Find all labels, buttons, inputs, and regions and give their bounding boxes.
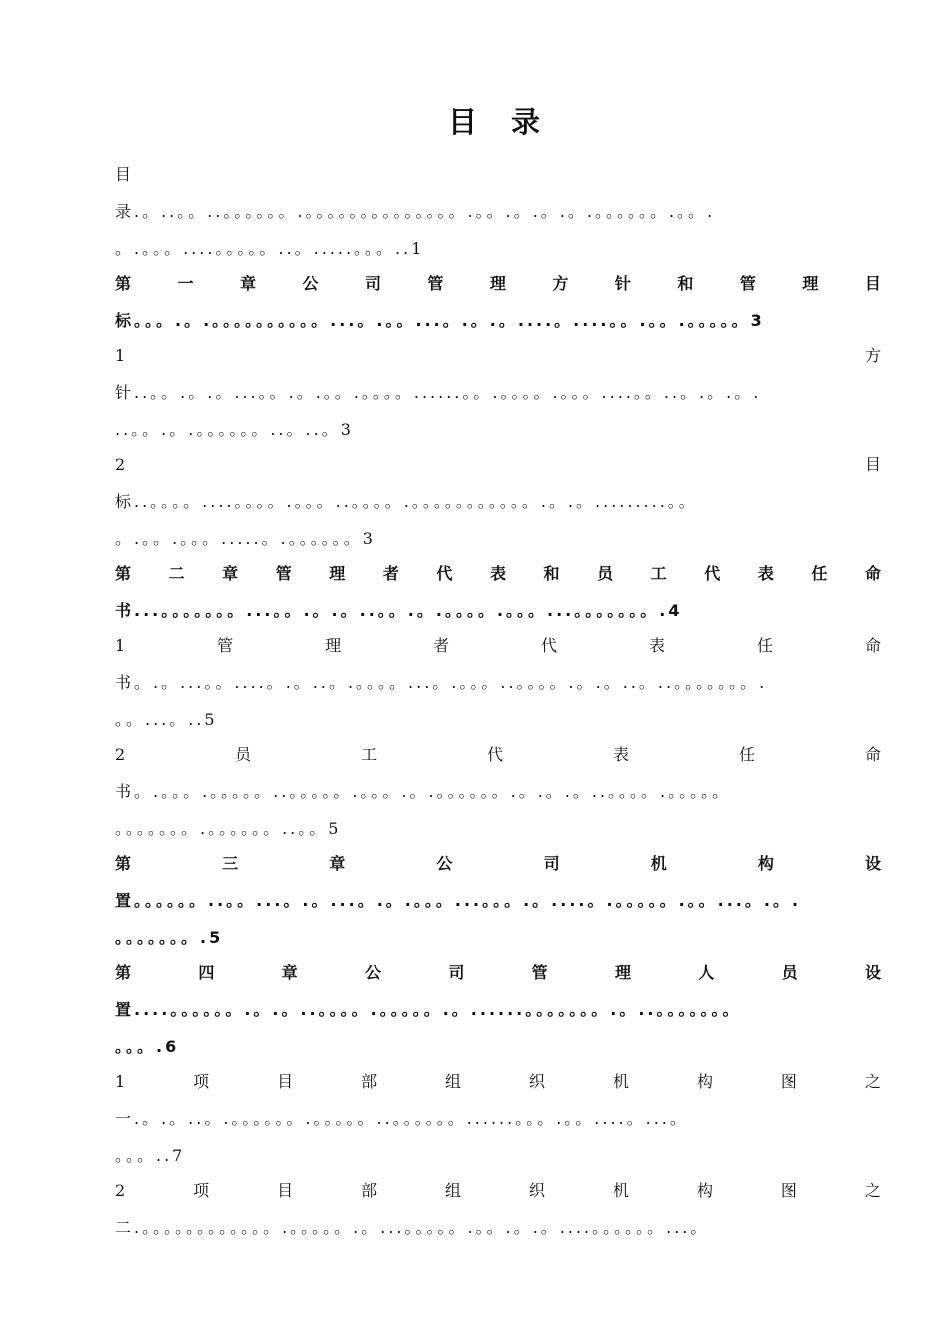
toc-line-word: 任: [739, 745, 756, 764]
toc-line-text: 书...。。。。。。。...。。.。.。..。。.。.。。。。.。。。...。。。。。。。.4: [115, 601, 683, 620]
toc-line: [115, 380, 881, 406]
toc-line-word: 一: [177, 274, 194, 293]
toc-line: [115, 598, 881, 624]
toc-line-text: 置。。。。。。..。。...。.。...。.。.。。。...。。。.。....。.。。。。。.。。...。.。.: [115, 891, 802, 910]
toc-line-word: 代: [541, 636, 558, 655]
toc-line-word: 公: [302, 274, 319, 293]
toc-line-word: 理: [802, 274, 819, 293]
toc-line-text: 二.。。。。。。。。。。。。.。。。。。.。...。。。。。.。。.。.。....。。。。。。...。: [115, 1218, 710, 1237]
toc-line-word: 表: [613, 745, 630, 764]
toc-line-word: 代: [704, 564, 721, 583]
toc-line: [115, 997, 881, 1023]
toc-line-text: 。。。.6: [115, 1037, 180, 1056]
toc-line-text: 。。。..7: [115, 1146, 186, 1165]
toc-line-word: 目: [864, 455, 881, 474]
toc-line: [115, 199, 881, 225]
toc-line-word: 1: [115, 636, 126, 655]
toc-line-word: 图: [780, 1072, 797, 1091]
toc-line: [115, 925, 881, 951]
toc-line-text: 针..。。.。.。...。。.。.。。.。。。。......。。.。。。。.。。。....。。..。.。.。.: [115, 383, 762, 402]
toc-line-word: 部: [361, 1072, 378, 1091]
toc-line: [115, 1069, 881, 1095]
toc-line-word: 员: [597, 564, 614, 583]
toc-line-word: 章: [281, 963, 298, 982]
toc-line-text: 置....。。。。。。.。.。..。。。。.。。。。。.。......。。。。。。。.。..。。。。。。。: [115, 1000, 742, 1019]
toc-line-word: 代: [487, 745, 504, 764]
toc-line-word: 方: [552, 274, 569, 293]
toc-line-text: 录.。..。。..。。。。。。.。。。。。。。。。。。。。。.。。.。.。.。.。。。。。。.。。.: [115, 202, 716, 221]
toc-line-word: 命: [864, 745, 881, 764]
toc-line-word: 管: [427, 274, 444, 293]
toc-line: [115, 236, 881, 262]
toc-line: [115, 1178, 881, 1204]
toc-line-word: 员: [781, 963, 798, 982]
toc-line-word: 人: [698, 963, 715, 982]
toc-line-word: 命: [864, 564, 881, 583]
toc-line-word: 命: [864, 636, 881, 655]
toc-line-word: 员: [235, 745, 252, 764]
toc-line: [115, 742, 881, 768]
toc-line-text: 标..。。。。....。。。。.。。。..。。。。.。。。。。。。。。。。.。.。.........。。: [115, 492, 698, 511]
toc-line-word: 司: [543, 854, 560, 873]
toc-line-word: 理: [489, 274, 506, 293]
toc-line-word: 表: [649, 636, 666, 655]
toc-line-word: 和: [543, 564, 560, 583]
toc-line-word: 三: [222, 854, 239, 873]
toc-line-word: 组: [445, 1072, 462, 1091]
toc-line: [115, 452, 881, 478]
toc-line: [115, 417, 881, 443]
toc-line-word: 之: [864, 1181, 881, 1200]
toc-line-word: 构: [757, 854, 774, 873]
toc-line-word: 第: [115, 963, 132, 982]
toc-line: [115, 561, 881, 587]
toc-line-word: 项: [193, 1072, 210, 1091]
toc-line-word: 四: [198, 963, 215, 982]
toc-line-word: 理: [614, 963, 631, 982]
toc-line-word: 表: [757, 564, 774, 583]
toc-line-text: 书。.。。。.。。。。。..。。。。。.。。。.。.。。。。。。.。.。.。..。。。。.。。。。。: [115, 782, 732, 801]
toc-line-word: 之: [864, 1072, 881, 1091]
toc-line: [115, 816, 881, 842]
toc-line-word: 者: [382, 564, 399, 583]
toc-line-word: 第: [115, 854, 132, 873]
toc-line: [115, 1143, 881, 1169]
toc-line-word: 公: [436, 854, 453, 873]
toc-line-word: 管: [275, 564, 292, 583]
toc-line-word: 目: [277, 1181, 294, 1200]
toc-line: [115, 343, 881, 369]
toc-line-word: 2: [115, 745, 126, 764]
toc-line-word: 二: [168, 564, 185, 583]
toc-line: [115, 633, 881, 659]
toc-line-word: 目: [277, 1072, 294, 1091]
toc-line: [115, 308, 881, 334]
toc-line-text: ..。。.。.。。。。。。..。..。3: [115, 420, 354, 439]
toc-line: [115, 960, 881, 986]
toc-line-text: 。.。。。....。。。。。..。.....。。。..1: [115, 239, 425, 258]
toc-line: [115, 707, 881, 733]
toc-line-word: 方: [864, 346, 881, 365]
toc-line-word: 理: [329, 564, 346, 583]
toc-line-word: 设: [864, 854, 881, 873]
toc-line-text: 。.。。.。。。.....。.。。。。。。3: [115, 529, 376, 548]
toc-line-word: 2: [115, 1181, 126, 1200]
toc-line-word: 构: [696, 1181, 713, 1200]
toc-line-word: 构: [696, 1072, 713, 1091]
toc-line-word: 理: [325, 636, 342, 655]
toc-line-text: 目: [115, 165, 135, 184]
toc-line-word: 工: [361, 745, 378, 764]
toc-line: [115, 851, 881, 877]
toc-line-word: 者: [433, 636, 450, 655]
toc-line-word: 工: [650, 564, 667, 583]
toc-line-word: 章: [239, 274, 256, 293]
toc-line-word: 管: [739, 274, 756, 293]
toc-line-word: 第: [115, 564, 132, 583]
toc-line-word: 表: [489, 564, 506, 583]
toc-line-word: 1: [115, 346, 126, 365]
toc-line-word: 章: [329, 854, 346, 873]
toc-line-word: 司: [364, 274, 381, 293]
toc-line-text: 。。。。。。。.5: [115, 928, 224, 947]
toc-line: [115, 1215, 881, 1241]
toc-line: [115, 271, 881, 297]
toc-line-word: 组: [445, 1181, 462, 1200]
toc-line-word: 织: [529, 1181, 546, 1200]
toc-line: [115, 1034, 881, 1060]
toc-line-word: 1: [115, 1072, 126, 1091]
toc-line-word: 图: [780, 1181, 797, 1200]
toc-line-word: 第: [115, 274, 132, 293]
toc-line-text: 。。。。。。。.。。。。。。..。。5: [115, 819, 342, 838]
toc-line-word: 部: [361, 1181, 378, 1200]
toc-line-text: 一.。.。..。.。。。。。。.。。。。。..。。。。。。......。。。.。。....。...。: [115, 1109, 689, 1128]
toc-line: [115, 888, 881, 914]
toc-line-word: 设: [864, 963, 881, 982]
toc-line: [115, 670, 881, 696]
toc-line-word: 任: [756, 636, 773, 655]
toc-line-word: 任: [811, 564, 828, 583]
toc-line-word: 管: [531, 963, 548, 982]
toc-line: [115, 1106, 881, 1132]
toc-line-word: 项: [193, 1181, 210, 1200]
toc-line: [115, 489, 881, 515]
toc-line: [115, 779, 881, 805]
toc-line-word: 机: [612, 1181, 629, 1200]
toc-line-text: 标。。。.。.。。。。。。。。。。...。.。。...。.。.。....。....。。.。。.。。。。。3: [115, 311, 765, 330]
toc-line-text: 书。.。...。。....。.。..。.。。。。...。.。。。..。。。。.。.。..。..。。。。。。。.: [115, 673, 768, 692]
toc-line-word: 机: [650, 854, 667, 873]
toc-line-word: 司: [448, 963, 465, 982]
toc-line-word: 针: [614, 274, 631, 293]
toc-line-text: 。。...。..5: [115, 710, 218, 729]
toc-line-word: 公: [364, 963, 381, 982]
toc-line-word: 目: [864, 274, 881, 293]
toc-line: [115, 526, 881, 552]
toc-line-word: 2: [115, 455, 126, 474]
toc-line-word: 织: [529, 1072, 546, 1091]
toc-line-word: 和: [677, 274, 694, 293]
toc-line-word: 代: [436, 564, 453, 583]
toc-line-word: 管: [217, 636, 234, 655]
page-title: 目 录: [447, 105, 553, 139]
toc-line-word: 机: [612, 1072, 629, 1091]
toc-line: [115, 162, 881, 188]
toc-line-word: 章: [222, 564, 239, 583]
